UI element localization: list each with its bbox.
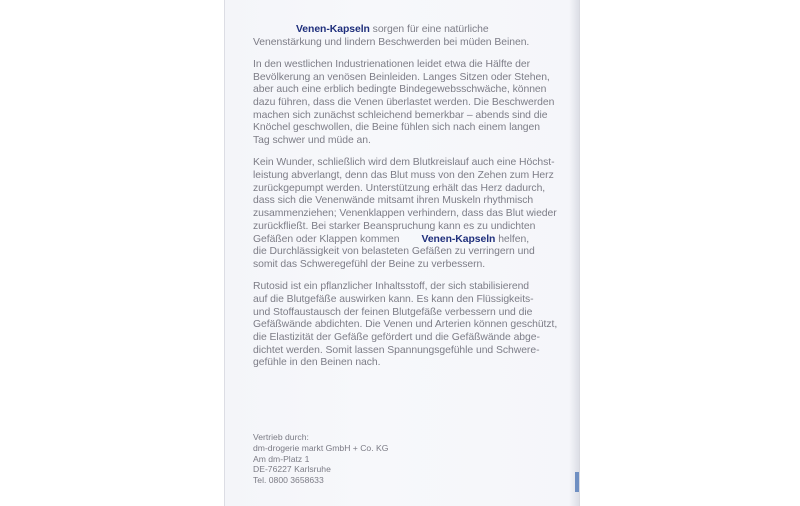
text-line: dazu führen, dass die Venen überlastet werden. Die Beschwerden — [253, 97, 555, 109]
distributor-address — [253, 432, 388, 486]
text-line: Tag schwer und müde an. — [253, 135, 371, 147]
intro-paragraph — [253, 24, 563, 49]
text-line: machen sich zunächst schleichend bemerkbar – abends sind die — [253, 109, 548, 121]
package-back-panel — [224, 0, 580, 506]
text-line: aber auch eine erblich bedingte Bindegewebsschwäche, können — [253, 84, 547, 96]
text-line: leistung abverlangt, denn das Blut muss von den Zehen zum Herz — [253, 170, 554, 182]
text-line: In den westlichen Industrienationen leidet etwa die Hälfte der — [253, 58, 531, 70]
text-line: Bevölkerung an venösen Beinleiden. Langes Sitzen oder Stehen, — [253, 71, 550, 83]
text-line: zusammenziehen; Venenklappen verhindern, dass das Blut wieder — [253, 208, 557, 220]
text-line: und Stoffaustausch der feinen Blutgefäße verbessern und die — [253, 306, 533, 318]
intro-line-1 — [253, 24, 563, 37]
text-line: Gefäßwände abdichten. Die Venen und Arterien können geschützt, — [253, 319, 558, 331]
text-line: die Durchlässigkeit von belasteten Gefäßen zu verringern und — [253, 246, 535, 258]
text-segment: Gefäßen oder Klappen kommen — [253, 233, 400, 245]
address-city: DE-76227 Karlsruhe — [253, 464, 331, 475]
leaflet-text — [253, 24, 563, 380]
address-street: Am dm-Platz 1 — [253, 453, 310, 464]
text-line: dichtet werden. Somit lassen Spannungsgefühle und Schwere- — [253, 344, 540, 356]
address-company: dm-drogerie markt GmbH + Co. KG — [253, 442, 389, 453]
text-line: zurückfließt. Bei starker Beanspruchung kann es zu undichten — [253, 220, 536, 232]
brand-name: Venen-Kapseln — [421, 233, 496, 245]
text-line: somit das Schweregefühl der Beine zu verbessern. — [253, 258, 486, 270]
paragraph-blood-circulation — [253, 157, 563, 271]
text-line-with-brand — [253, 234, 563, 247]
text-line: gefühle in den Beinen nach. — [253, 357, 381, 369]
intro-line-1-rest: sorgen für eine natürliche — [369, 24, 489, 35]
text-segment: helfen, — [495, 233, 530, 245]
text-line: Rutosid ist ein pflanzlicher Inhaltsstoff, der sich stabilisierend — [253, 281, 530, 293]
package-fold-edge — [569, 0, 579, 506]
brand-name: Venen-Kapseln — [296, 24, 370, 35]
text-line: Kein Wunder, schließlich wird dem Blutkreislauf auch eine Höchst- — [253, 157, 555, 169]
address-phone: Tel. 0800 3658633 — [253, 475, 324, 486]
text-line: Knöchel geschwollen, die Beine fühlen sich nach einem langen — [253, 122, 540, 134]
address-label: Vertrieb durch: — [253, 432, 309, 442]
text-line: dass sich die Venenwände mitsamt ihren Muskeln rhythmisch — [253, 195, 534, 207]
text-line: die Elastizität der Gefäße gefördert und die Gefäßwände abge- — [253, 331, 540, 343]
paragraph-leg-complaints — [253, 59, 563, 148]
text-line: zurückgepumpt werden. Unterstützung erhält das Herz dadurch, — [253, 182, 546, 194]
text-line: auf die Blutgefäße auswirken kann. Es kann den Flüssigkeits- — [253, 293, 534, 305]
intro-line-2: Venenstärkung und lindern Beschwerden bei müden Beinen. — [253, 36, 530, 48]
package-blue-edge — [575, 472, 579, 492]
paragraph-rutosid — [253, 281, 563, 370]
